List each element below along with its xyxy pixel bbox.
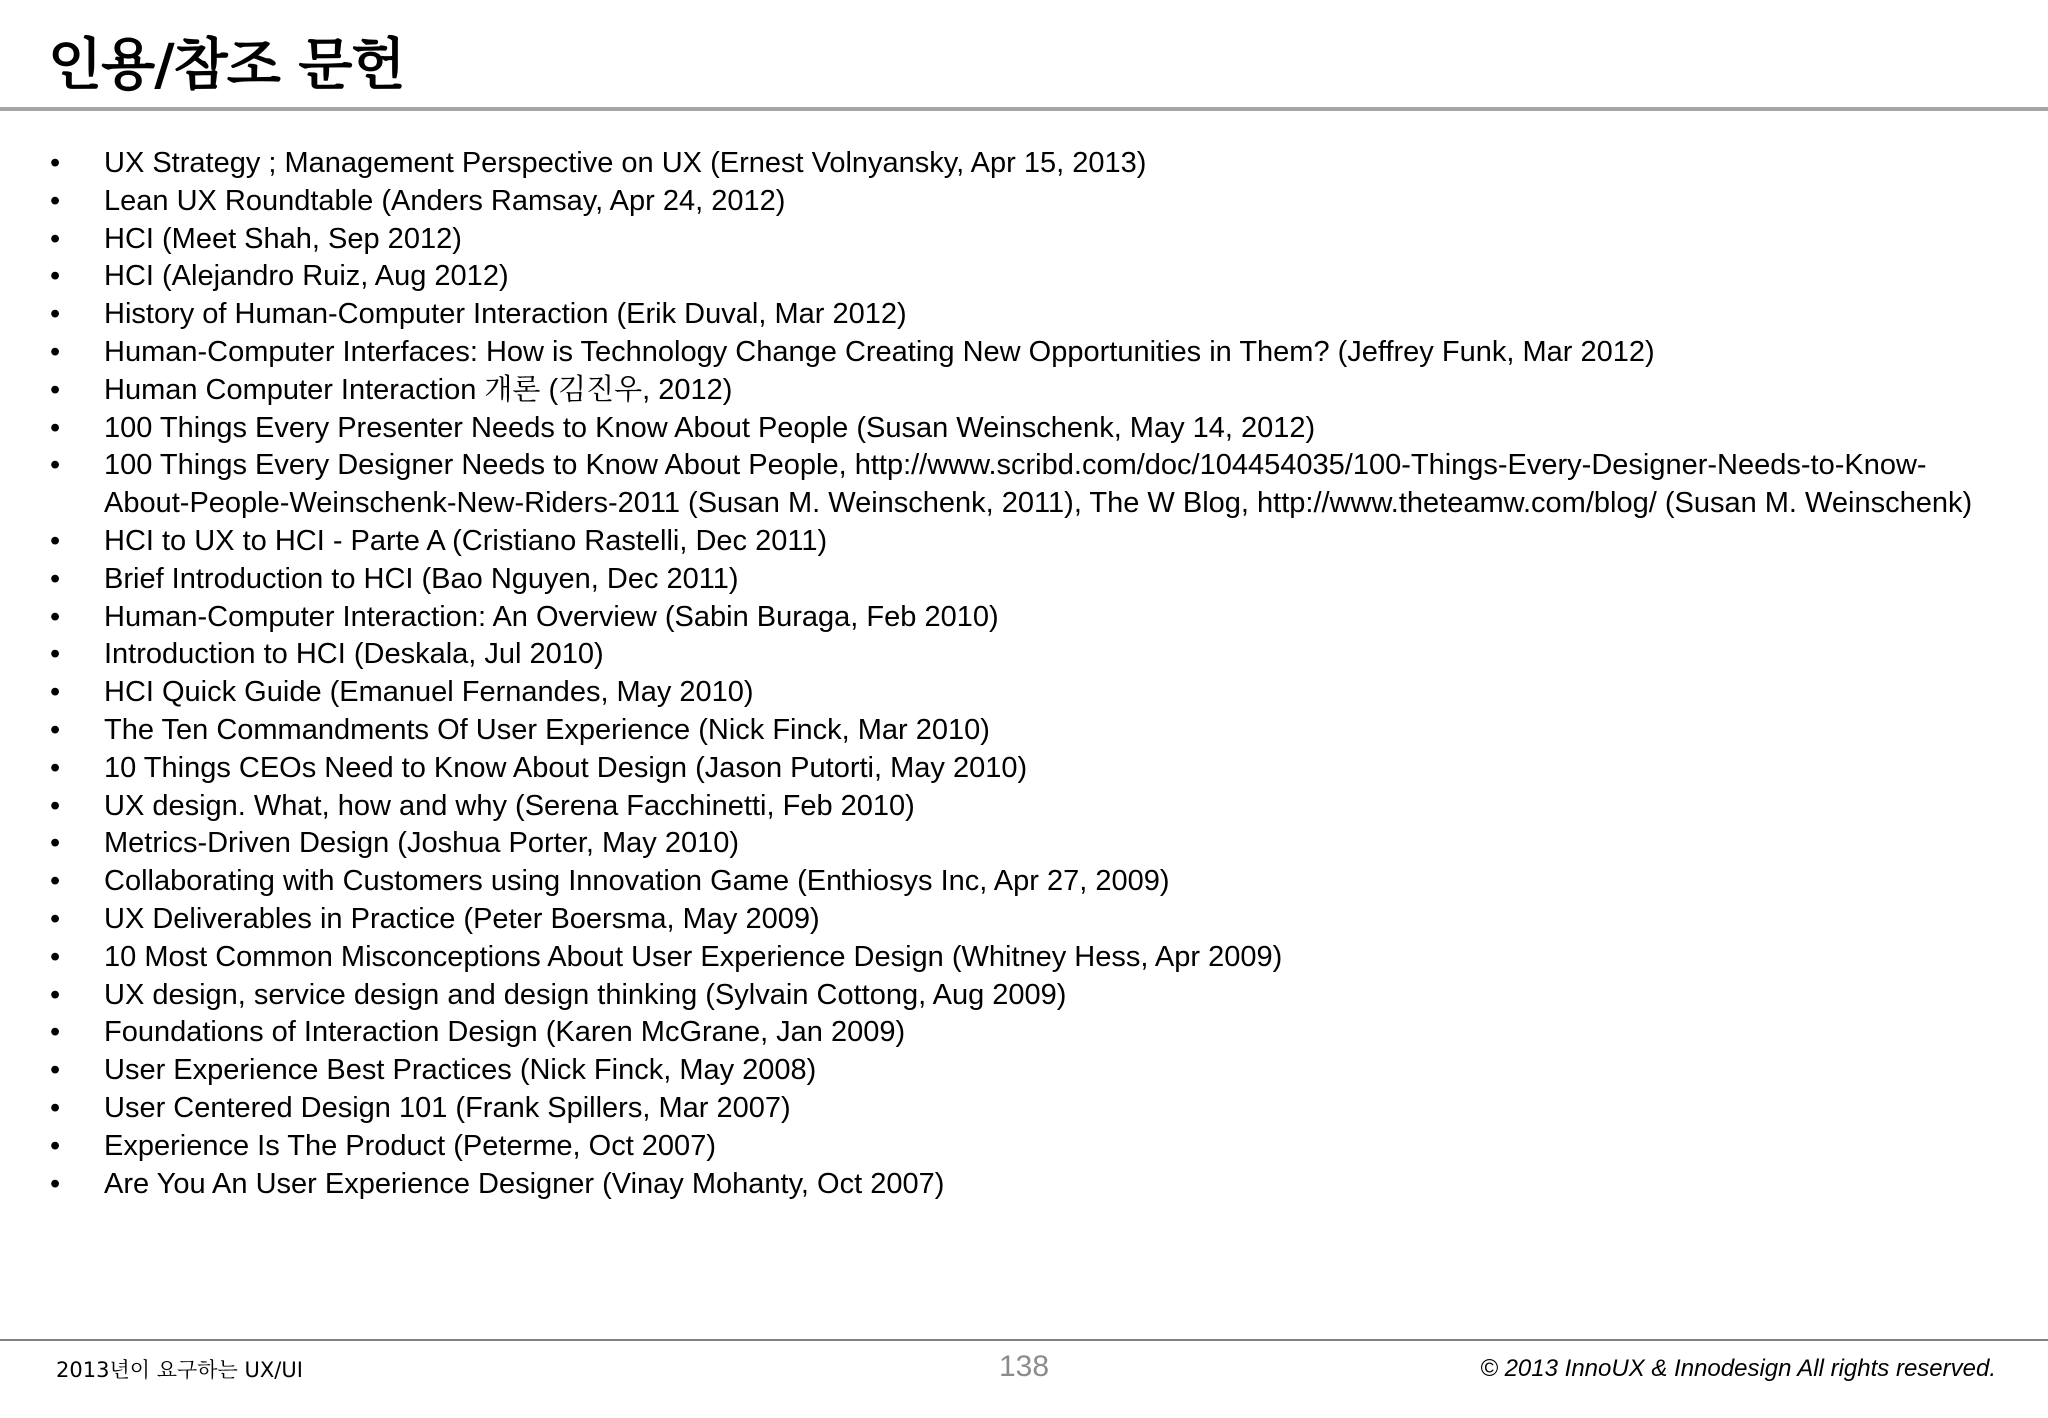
copyright-notice: © 2013 InnoUX & Innodesign All rights reserved. xyxy=(1480,1355,1996,1382)
reference-item xyxy=(50,939,1980,977)
reference-text: Human-Computer Interfaces: How is Technology Change Creating New Opportunities in Them? (Jeffrey Funk, Mar 2012) xyxy=(104,335,1655,368)
reference-text: 10 Things CEOs Need to Know About Design (Jason Putorti, May 2010) xyxy=(104,751,1028,784)
reference-item xyxy=(50,296,1980,334)
reference-item xyxy=(50,258,1980,296)
reference-list xyxy=(50,145,1980,1203)
bullet-icon: • xyxy=(50,411,61,444)
reference-text: UX design, service design and design thinking (Sylvain Cottong, Aug 2009) xyxy=(104,978,1067,1011)
reference-text: Lean UX Roundtable (Anders Ramsay, Apr 24, 2012) xyxy=(104,184,786,217)
reference-text: Human-Computer Interaction: An Overview (Sabin Buraga, Feb 2010) xyxy=(104,600,999,633)
reference-item xyxy=(50,334,1980,372)
reference-text: Brief Introduction to HCI (Bao Nguyen, Dec 2011) xyxy=(104,562,739,595)
reference-text: HCI to UX to HCI - Parte A (Cristiano Rastelli, Dec 2011) xyxy=(104,524,828,557)
reference-text: User Centered Design 101 (Frank Spillers, Mar 2007) xyxy=(104,1091,791,1124)
footer-divider xyxy=(0,1339,2048,1341)
reference-item xyxy=(50,1090,1980,1128)
reference-text: Human Computer Interaction 개론 (김진우, 2012) xyxy=(104,373,733,406)
reference-text: Experience Is The Product (Peterme, Oct 2007) xyxy=(104,1129,716,1162)
bullet-icon: • xyxy=(50,1091,61,1124)
reference-text: UX Deliverables in Practice (Peter Boersma, May 2009) xyxy=(104,902,820,935)
reference-item xyxy=(50,1014,1980,1052)
reference-text: UX Strategy ; Management Perspective on UX (Ernest Volnyansky, Apr 15, 2013) xyxy=(104,147,1147,179)
bullet-icon: • xyxy=(50,751,61,784)
bullet-icon: • xyxy=(50,373,61,406)
bullet-icon: • xyxy=(50,260,61,293)
reference-text: 10 Most Common Misconceptions About User Experience Design (Whitney Hess, Apr 2009) xyxy=(104,940,1283,973)
bullet-icon: • xyxy=(50,1016,61,1049)
bullet-icon: • xyxy=(50,940,61,973)
slide-title: 인용/참조 문헌 xyxy=(48,33,405,98)
reference-text: HCI (Meet Shah, Sep 2012) xyxy=(104,222,462,255)
reference-item xyxy=(50,183,1980,221)
bullet-icon: • xyxy=(50,562,61,595)
reference-item xyxy=(50,1052,1980,1090)
reference-item xyxy=(50,221,1980,259)
reference-item xyxy=(50,1166,1980,1204)
bullet-icon: • xyxy=(50,1167,61,1200)
reference-text: User Experience Best Practices (Nick Finck, May 2008) xyxy=(104,1054,817,1087)
bullet-icon: • xyxy=(50,1054,61,1087)
page-number: 138 xyxy=(998,1350,1050,1383)
reference-text: HCI (Alejandro Ruiz, Aug 2012) xyxy=(104,260,509,293)
reference-item xyxy=(50,788,1980,826)
reference-text: Collaborating with Customers using Innovation Game (Enthiosys Inc, Apr 27, 2009) xyxy=(104,865,1170,898)
reference-item xyxy=(50,599,1980,637)
bullet-icon: • xyxy=(50,449,61,482)
bullet-icon: • xyxy=(50,147,61,179)
reference-item xyxy=(50,825,1980,863)
bullet-icon: • xyxy=(50,1129,61,1162)
reference-item xyxy=(50,863,1980,901)
bullet-icon: • xyxy=(50,902,61,935)
reference-text: UX design. What, how and why (Serena Facchinetti, Feb 2010) xyxy=(104,789,915,822)
reference-text: Foundations of Interaction Design (Karen McGrane, Jan 2009) xyxy=(104,1016,906,1049)
footer-presentation-title: 2013년이 요구하는 UX/UI xyxy=(56,1358,303,1382)
reference-item xyxy=(50,1128,1980,1166)
reference-text: Are You An User Experience Designer (Vinay Mohanty, Oct 2007) xyxy=(104,1167,945,1200)
reference-item xyxy=(50,410,1980,448)
reference-item xyxy=(50,145,1980,183)
reference-item xyxy=(50,901,1980,939)
reference-text: 100 Things Every Presenter Needs to Know About People (Susan Weinschenk, May 14, 2012) xyxy=(104,411,1316,444)
bullet-icon: • xyxy=(50,713,61,746)
bullet-icon: • xyxy=(50,600,61,633)
reference-item xyxy=(50,636,1980,674)
bullet-icon: • xyxy=(50,978,61,1011)
reference-item xyxy=(50,523,1980,561)
reference-text: 100 Things Every Designer Needs to Know About People, http://www.scribd.com/doc/104454035/100-Things-Every-Designer-Needs-to-Know-About-People-Weinschenk-New-Riders-2011 (Susan M. Weinschenk, 2011), The W Blog, http://www.theteamw.com/blog/ (Susan M. Weinschenk) xyxy=(104,449,1973,520)
bullet-icon: • xyxy=(50,222,61,255)
reference-item xyxy=(50,750,1980,788)
bullet-icon: • xyxy=(50,865,61,898)
reference-item xyxy=(50,674,1980,712)
bullet-icon: • xyxy=(50,524,61,557)
bullet-icon: • xyxy=(50,638,61,671)
bullet-icon: • xyxy=(50,789,61,822)
title-divider xyxy=(0,107,2048,111)
reference-text: Metrics-Driven Design (Joshua Porter, May 2010) xyxy=(104,827,740,860)
bullet-icon: • xyxy=(50,827,61,860)
reference-item xyxy=(50,372,1980,410)
reference-item xyxy=(50,977,1980,1015)
reference-item xyxy=(50,447,1980,523)
reference-item xyxy=(50,561,1980,599)
reference-text: Introduction to HCI (Deskala, Jul 2010) xyxy=(104,638,604,671)
bullet-icon: • xyxy=(50,676,61,709)
bullet-icon: • xyxy=(50,335,61,368)
bullet-icon: • xyxy=(50,184,61,217)
reference-item xyxy=(50,712,1980,750)
reference-text: The Ten Commandments Of User Experience (Nick Finck, Mar 2010) xyxy=(104,713,990,746)
reference-text: History of Human-Computer Interaction (Erik Duval, Mar 2012) xyxy=(104,298,907,331)
bullet-icon: • xyxy=(50,298,61,331)
reference-text: HCI Quick Guide (Emanuel Fernandes, May 2010) xyxy=(104,676,754,709)
